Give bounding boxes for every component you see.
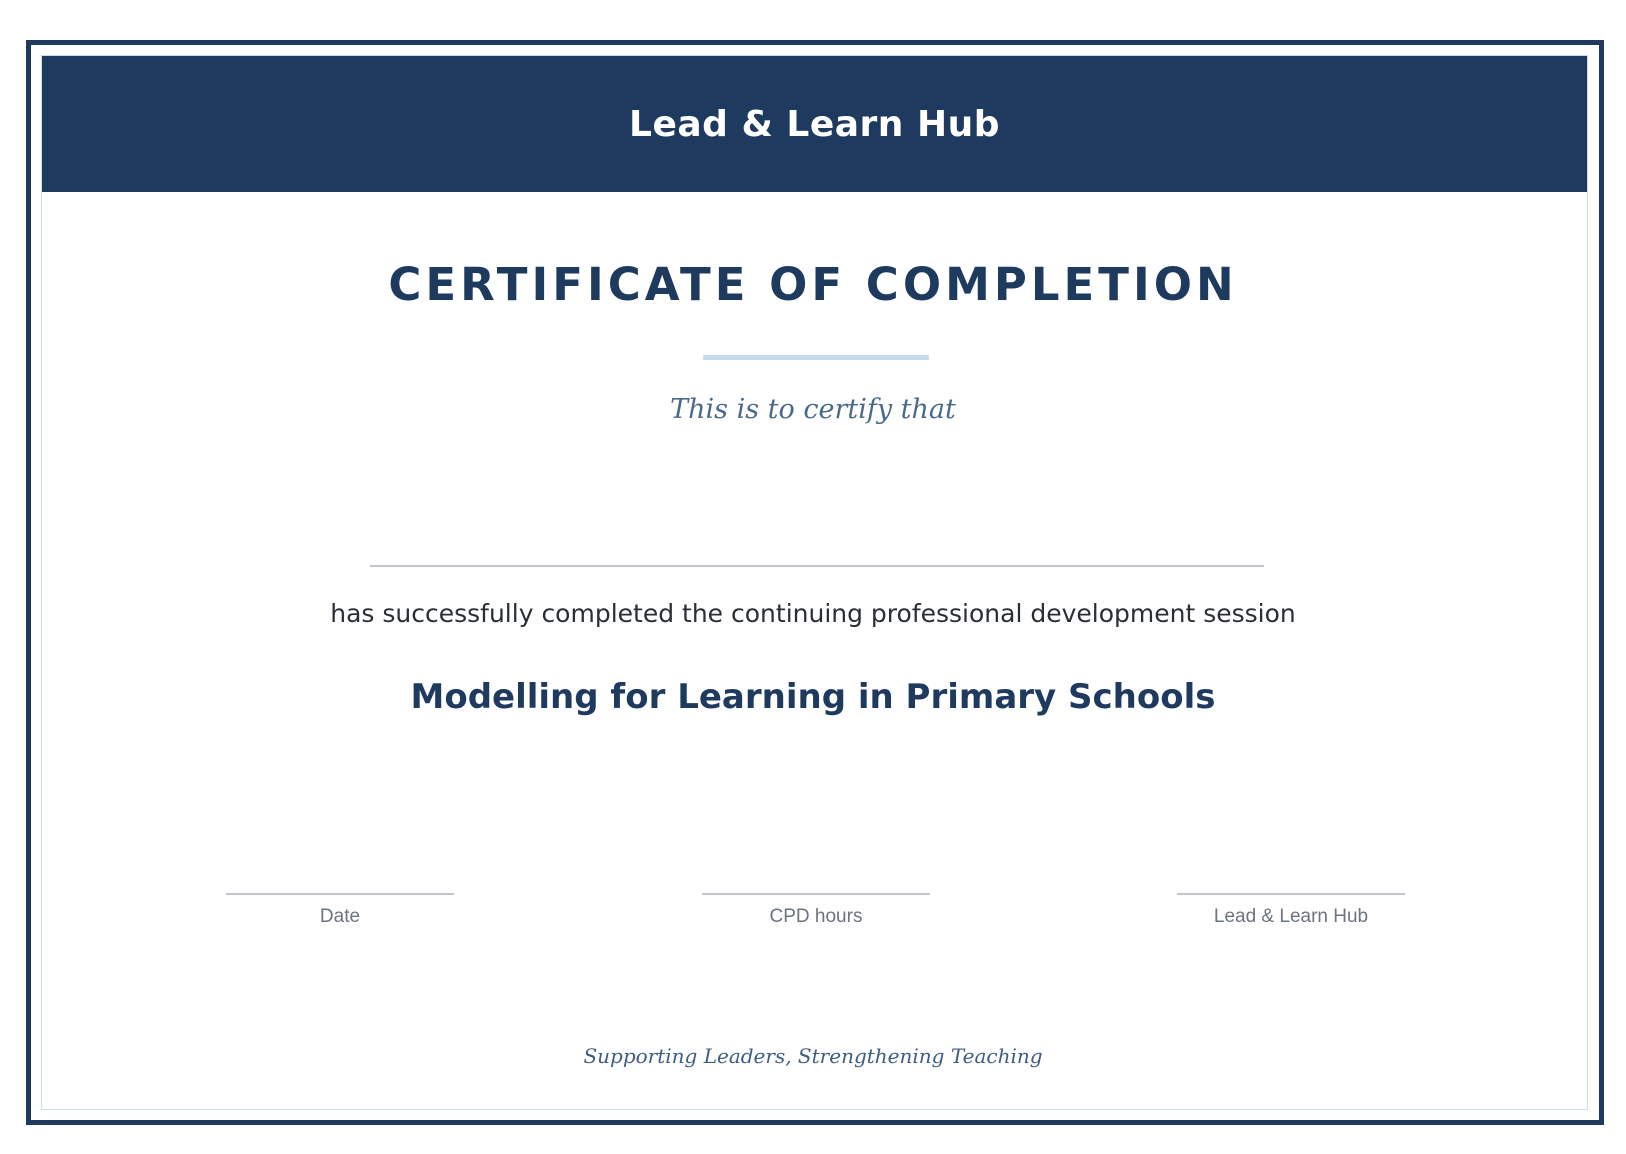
certificate-inner-border <box>41 55 1588 1110</box>
issuer-label: Lead & Learn Hub <box>1213 906 1369 927</box>
header-banner <box>42 56 1587 192</box>
organization-name: Lead & Learn Hub <box>629 104 1000 145</box>
cpd-hours-signature-block <box>702 893 930 928</box>
date-line <box>226 893 454 895</box>
cpd-hours-line <box>702 893 930 895</box>
footer-tagline: Supporting Leaders, Strengthening Teaching <box>583 1044 1043 1068</box>
issuer-line <box>1177 893 1405 895</box>
completion-statement: has successfully completed the continuing professional development session <box>330 599 1296 628</box>
date-label: Date <box>319 906 361 927</box>
title-divider <box>703 355 929 360</box>
recipient-name-line <box>370 565 1264 567</box>
certificate-title: CERTIFICATE OF COMPLETION <box>388 258 1238 311</box>
date-signature-block <box>226 893 454 928</box>
session-title: Modelling for Learning in Primary Schools <box>410 677 1216 717</box>
cpd-hours-label: CPD hours <box>769 906 863 927</box>
issuer-signature-block <box>1177 893 1405 928</box>
certify-statement: This is to certify that <box>670 394 956 425</box>
